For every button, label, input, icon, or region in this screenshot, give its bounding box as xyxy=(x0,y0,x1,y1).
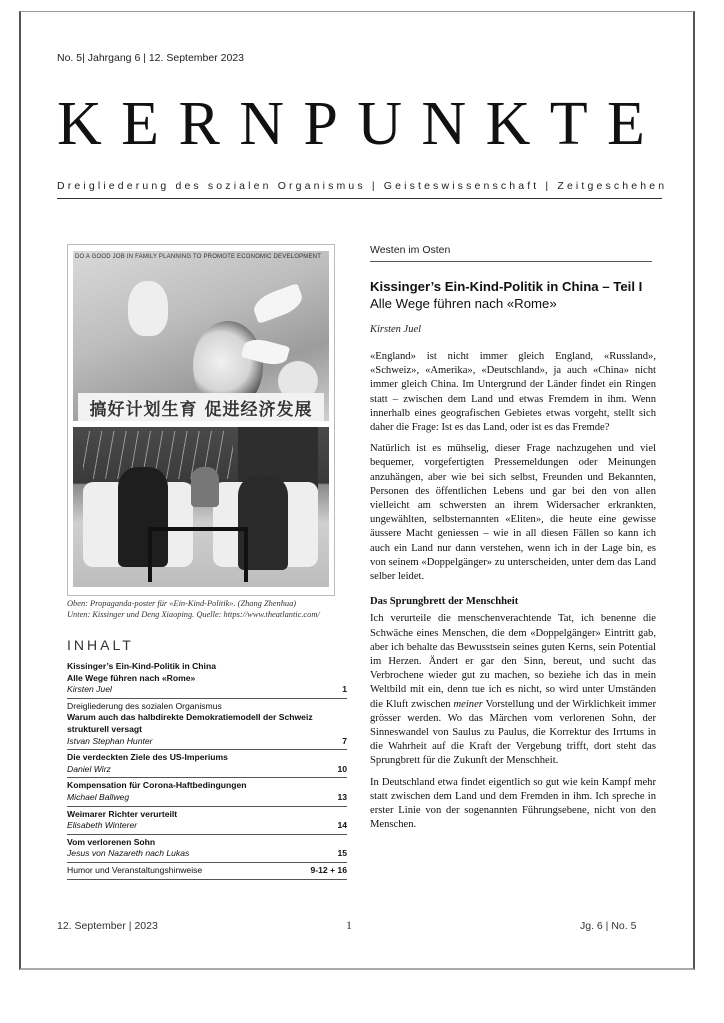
photo-table xyxy=(148,527,248,582)
toc-entry[interactable] xyxy=(67,835,347,863)
toc-entry-heading: Die verdeckten Ziele des US-Imperiums xyxy=(67,752,228,763)
footer-date: 12. September | 2023 xyxy=(57,920,158,932)
propaganda-poster-image xyxy=(73,251,329,421)
toc-entry-heading: Kissinger’s Ein-Kind-Politik in China xyxy=(67,661,216,671)
toc-entry-heading: Warum auch das halbdirekte Demokratiemodell der Schweiz strukturell versagt xyxy=(67,712,313,734)
article-body xyxy=(370,350,656,833)
toc-entry-heading: Vom verlorenen Sohn xyxy=(67,836,156,847)
toc-entry[interactable] xyxy=(67,659,347,699)
poster-banner-text: DO A GOOD JOB IN FAMILY PLANNING TO PROMOTE ECONOMIC DEVELOPMENT xyxy=(75,254,322,260)
article-paragraph: «England» ist nicht immer gleich England, «Russland», «Schweiz», «Amerika», «Deutschland», ja auch «China» nicht immer gleich China. Im Untergrund der Länder findet ein Ringen statt – zwischen dem Land und etwas Fremdem in ihm. Wenn innerhalb eines geografischen Gebietes etwas vorgeht, stellt sich daher die Frage: Ist es das Land, oder ist es das Fremde? xyxy=(370,351,656,434)
toc-entry-heading: Weimarer Richter verurteilt xyxy=(67,808,178,819)
toc-title: INHALT xyxy=(67,637,134,653)
article-paragraph xyxy=(370,612,656,768)
toc-entry-page: 7 xyxy=(342,735,347,746)
figure-caption xyxy=(67,599,347,620)
toc-entry-subheading: Alle Wege führen nach «Rome» xyxy=(67,672,196,683)
article-author: Kirsten Juel xyxy=(370,324,422,335)
toc-entry-author: Daniel Wirz xyxy=(67,763,111,774)
tagline-divider xyxy=(57,198,662,199)
toc-entry-page: 10 xyxy=(337,763,347,774)
caption-line: Oben: Propaganda-poster für «Ein-Kind-Politik». (Zhang Zhenhua) xyxy=(67,599,297,608)
article-paragraph: In Deutschland etwa findet eigentlich so gut wie kein Kampf mehr statt zwischen dem Land und dem Fremden in ihm. Ich spreche in erster Linie von der sogenannten Führungsebene, nicht von den Menschen. xyxy=(370,776,656,831)
section-kicker: Westen im Osten xyxy=(370,244,652,262)
poster-dove-shape xyxy=(250,283,306,324)
article-paragraph: Natürlich ist es mühselig, dieser Frage nachzugehen und viel bequemer, vorgefertigten Pressemeldungen oder Meinungen anzuhängen, aber wie bei sich selbst, Freunden und Bekannten, Personen des öffentlichen Lebens und gar bei den von allen vielleicht am schwersten an ihrem Widersacher erkrankten, ungewählten, selbsternannten «Eliten», die heute eine gewisse äussere Macht geniessen – wie in all diesen Fällen so kann ich auch ein Land nur dann verstehen, wenn ich in der Lage bin, es von seinem «Doppelgänger» zu unterscheiden, unter dem das Land selber leidet. xyxy=(370,443,656,583)
paragraph-text: Vorstellung und der Wirklichkeit immer grösser werden. Wo das Märchen vom verlorenen Sohn, der Sinneswandel von Saulus zu Paulus, die Korrektur des Irrtums in die Wahrheit auf die Kraft der Vergebung trifft, dort steht das Sprungbrett für die Zukunft der Menschheit. xyxy=(370,698,656,767)
toc-entry[interactable] xyxy=(67,807,347,835)
toc-entry-label: Humor und Veranstaltungshinweise xyxy=(67,864,203,875)
toc-entry[interactable] xyxy=(67,750,347,778)
toc-entry-page: 15 xyxy=(337,848,347,859)
article-subheading: Das Sprungbrett der Menschheit xyxy=(370,596,519,608)
toc-entry-kicker: Dreigliederung des sozialen Organismus xyxy=(67,700,222,711)
masthead: KERNPUNKTE xyxy=(57,90,665,158)
poster-slogan: 搞好计划生育 促进经济发展 xyxy=(78,393,324,421)
issue-line: No. 5| Jahrgang 6 | 12. September 2023 xyxy=(57,52,244,64)
toc-entry-heading: Kompensation für Corona-Haftbedingungen xyxy=(67,780,247,791)
article-figure xyxy=(67,244,335,596)
toc-entry-author: Kirsten Juel xyxy=(67,684,112,695)
toc-entry-page: 13 xyxy=(337,791,347,802)
toc-entry-page: 14 xyxy=(337,820,347,831)
toc-entry[interactable] xyxy=(67,863,347,880)
toc-entry[interactable] xyxy=(67,778,347,806)
toc-entry-author: Elisabeth Winterer xyxy=(67,820,138,831)
toc-entry-author: Istvan Stephan Hunter xyxy=(67,735,153,746)
photo-person xyxy=(191,467,219,507)
footer-page-number: 1 xyxy=(346,918,352,932)
paragraph-emphasis: meiner xyxy=(453,698,483,710)
paragraph-text: Ich verurteile die menschenverachtende Tat, ich benenne die Schwäche eines Menschen, die dem «Doppelgänger» Eintritt gab, aber ich behalte das Bewusstsein seines guten Kerns, sein Potential im Herzen. Ändert er gar den Sinn, bereut, und sucht das Verbrochene wieder gut zu machen, so beziehe ich das in mein Weltbild mit ein, denn tue ich es nicht, so wird unter Umständen die Kluft zwischen xyxy=(370,613,656,710)
toc-entry-author: Michael Ballweg xyxy=(67,791,130,802)
article-title: Kissinger’s Ein-Kind-Politik in China – Teil I xyxy=(370,279,643,294)
table-of-contents xyxy=(67,637,347,880)
tagline: Dreigliederung des sozialen Organismus | Geisteswissenschaft | Zeitgeschehen xyxy=(57,180,668,192)
article-subtitle: Alle Wege führen nach «Rome» xyxy=(370,296,557,311)
caption-line: Unten: Kissinger und Deng Xiaoping. Quelle: https://www.theatlantic.com/ xyxy=(67,609,320,619)
kissinger-deng-photo xyxy=(73,427,329,587)
footer-issue: Jg. 6 | No. 5 xyxy=(580,920,637,932)
toc-entry-page: 9-12 + 16 xyxy=(310,864,347,875)
toc-entry-page: 1 xyxy=(342,684,347,695)
article-column xyxy=(370,244,656,840)
poster-baby-shape xyxy=(128,281,168,336)
toc-entry-author: Jesus von Nazareth nach Lukas xyxy=(67,848,190,859)
toc-entry[interactable] xyxy=(67,699,347,750)
